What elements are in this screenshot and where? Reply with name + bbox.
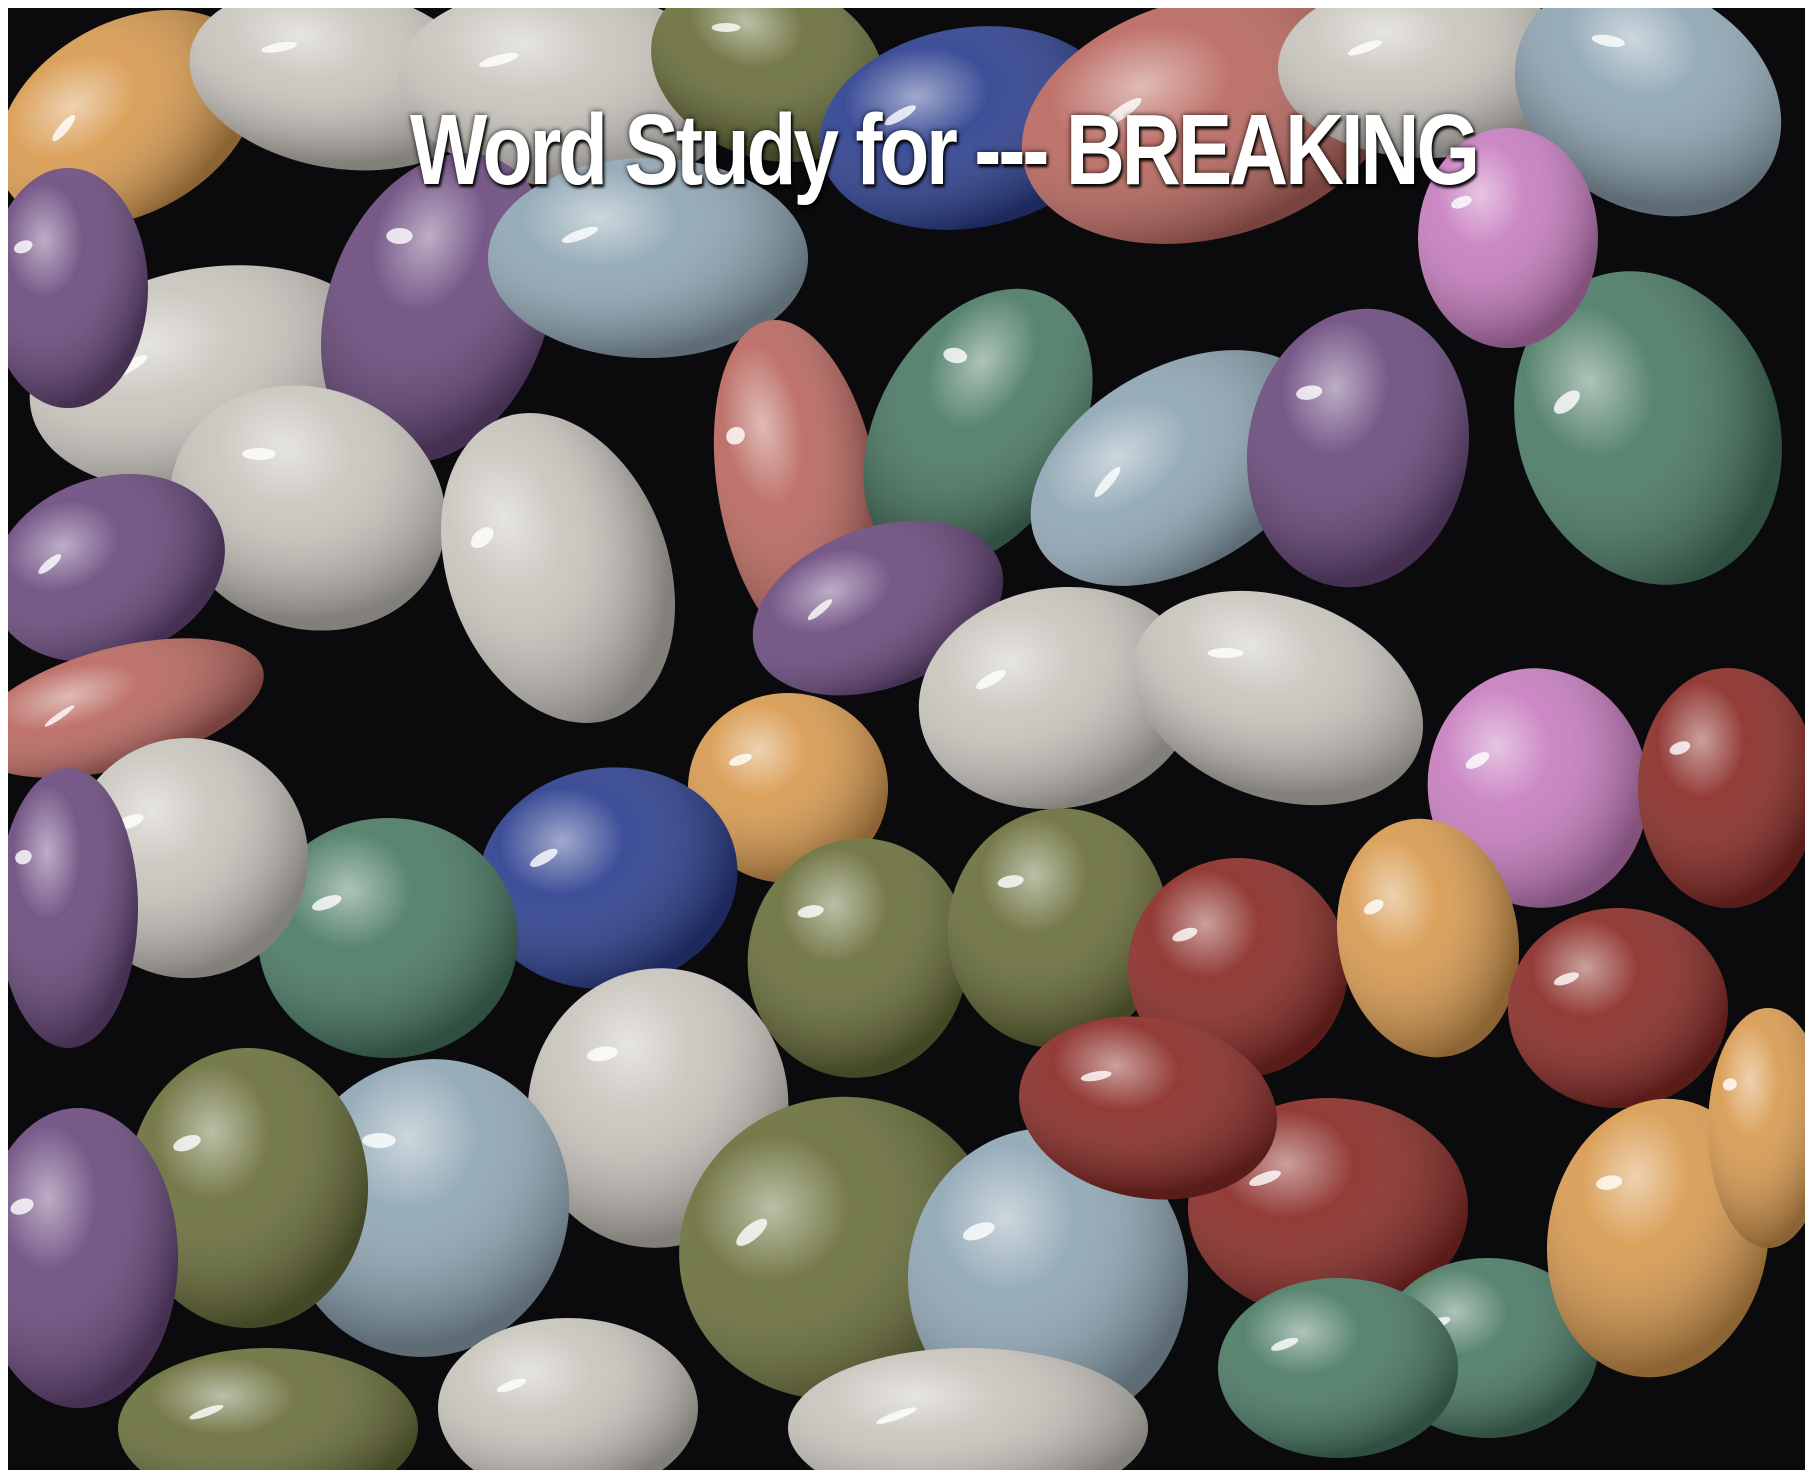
gemstone-highlight [1208, 648, 1244, 658]
gemstone-highlight [242, 448, 276, 460]
gemstones-photo [8, 8, 1805, 1470]
gemstone-gloss [1218, 1278, 1458, 1458]
slide-frame [8, 8, 1805, 1470]
slide-title: Word Study for --- BREAKING [409, 94, 1477, 206]
gemstone-gloss [1508, 908, 1728, 1108]
gemstone-highlight [386, 228, 412, 244]
gemstone-highlight [712, 23, 741, 32]
gemstone-highlight [362, 1133, 396, 1148]
